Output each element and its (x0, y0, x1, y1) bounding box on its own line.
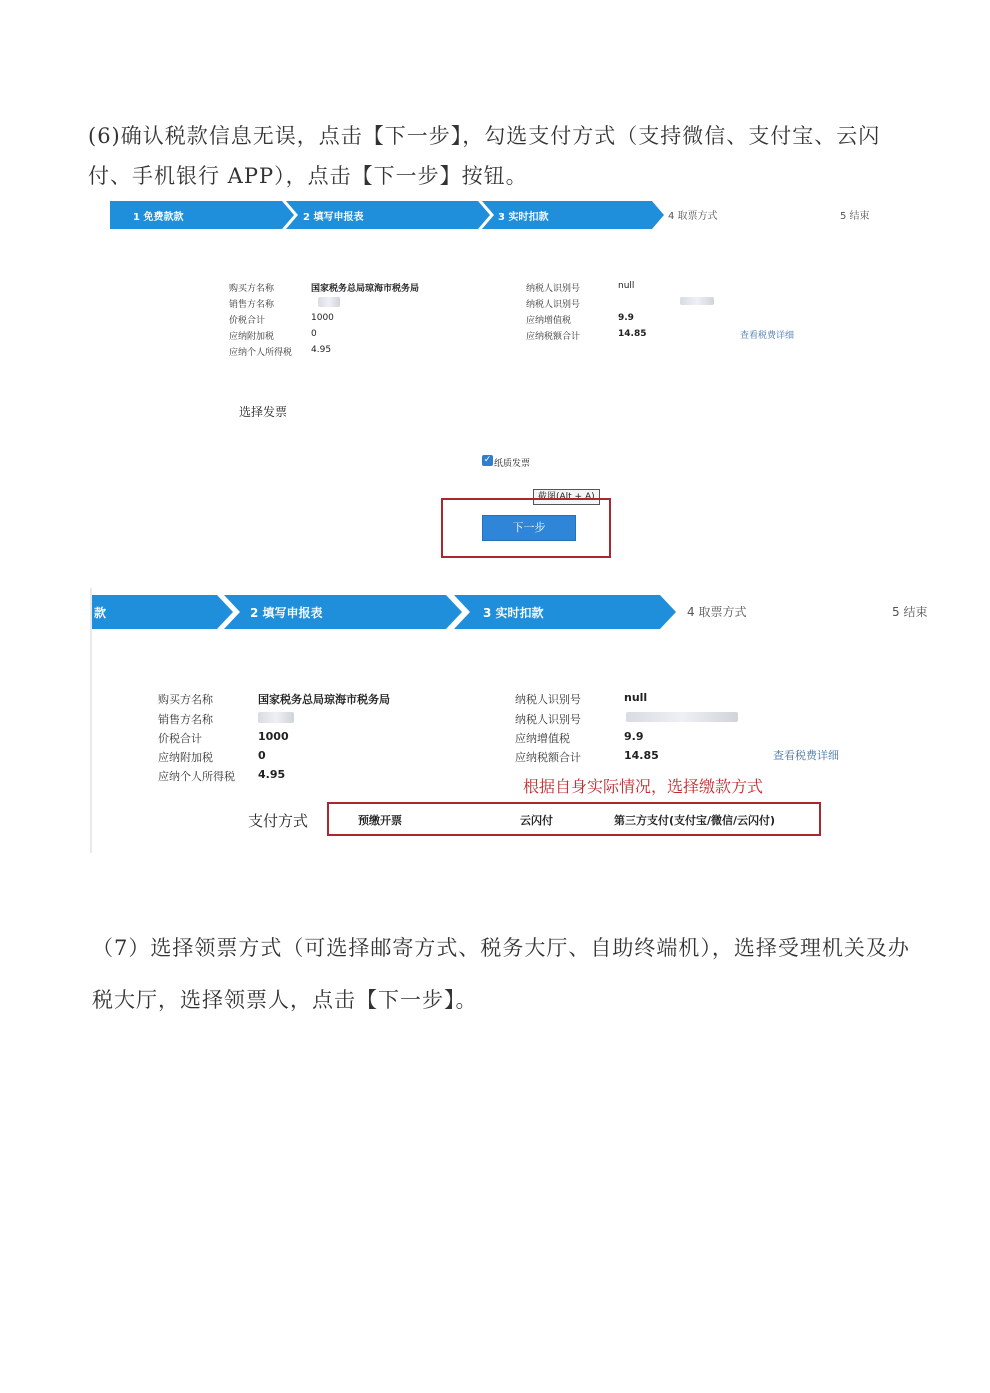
vat-field (526, 313, 634, 326)
taxpayer-id-field-2 (526, 297, 580, 310)
field-label: 应纳税额合计 (526, 332, 581, 342)
field-label: 应纳增值税 (526, 316, 572, 326)
field-value: 4.95 (311, 345, 332, 355)
step-7-instruction: （7）选择领票方式（可选择邮寄方式、税务大厅、自助终端机），选择受理机关及办税大厅，选择领票人，点击【下一步】。 (92, 936, 910, 1012)
seller-name-field (229, 297, 274, 310)
step-4-label: 4 取票方式 (687, 605, 747, 619)
step-3-label: 3 实时扣款 (483, 606, 544, 620)
field-value: 9.9 (618, 313, 634, 323)
field-label: 价税合计 (229, 316, 266, 326)
field-label: 应纳附加税 (229, 332, 275, 342)
field-value: 国家税务总局琼海市税务局 (311, 284, 420, 294)
taxpayer-id-field-2 (515, 711, 581, 727)
taxpayer-id-field (515, 691, 648, 707)
paper-invoice-checkbox[interactable]: ✓ (483, 455, 492, 465)
field-label: 销售方名称 (229, 300, 275, 310)
vat-field (515, 730, 644, 746)
field-label: 应纳税额合计 (515, 751, 581, 764)
payment-option-prepaid[interactable]: 预缴开票 (358, 814, 402, 827)
buyer-name-field (158, 691, 390, 707)
surtax-field (229, 329, 317, 342)
step-1-label: 1 免费款款 (133, 212, 184, 223)
redacted-seller-name (318, 297, 340, 307)
step-arrow-1 (92, 595, 233, 629)
field-value: 14.85 (618, 329, 647, 339)
redacted-seller-name (258, 712, 294, 723)
field-label: 应纳附加税 (158, 751, 213, 764)
step-5-label: 5 结束 (840, 211, 870, 222)
step-2-label: 2 填写申报表 (303, 212, 364, 223)
step-4-label: 4 取票方式 (668, 211, 718, 222)
payment-option-unionpay[interactable]: 云闪付 (520, 814, 553, 827)
step-6-instruction: (6)确认税款信息无误，点击【下一步】，勾选支付方式（支持微信、支付宝、云闪付、手机银行 APP），点击【下一步】按钮。 (88, 124, 881, 188)
field-label: 销售方名称 (158, 713, 213, 726)
screenshot-tooltip: 截图(Alt + A) (533, 489, 600, 505)
redacted-taxpayer-id (680, 297, 714, 305)
field-label: 纳税人识别号 (526, 284, 581, 294)
field-label: 价税合计 (158, 732, 202, 745)
field-value: null (618, 281, 635, 291)
view-tax-detail-link[interactable]: 查看税费详细 (773, 749, 839, 762)
field-label: 应纳个人所得税 (158, 770, 235, 783)
field-value: 9.9 (624, 730, 644, 743)
annotation-text: 根据自身实际情况，选择缴款方式 (523, 777, 764, 796)
field-value: 1000 (258, 730, 289, 743)
redacted-taxpayer-id (626, 712, 738, 722)
total-price-field (158, 730, 289, 746)
total-tax-field (526, 329, 647, 342)
seller-name-field (158, 711, 213, 727)
income-tax-field (229, 345, 332, 358)
field-value: 国家税务总局琼海市税务局 (258, 693, 390, 706)
surtax-field (158, 749, 266, 765)
view-tax-detail-link[interactable]: 查看税费详细 (740, 331, 795, 341)
step-bar-2 (92, 595, 682, 629)
field-value: null (624, 691, 648, 704)
field-label: 购买方名称 (158, 693, 213, 706)
total-tax-field (515, 749, 659, 765)
field-label: 纳税人识别号 (526, 300, 581, 310)
buyer-name-field (229, 281, 420, 294)
step-1-label: 款 (94, 606, 107, 620)
income-tax-field (158, 768, 286, 784)
field-value: 0 (311, 329, 317, 339)
field-label: 应纳增值税 (515, 732, 570, 745)
paper-invoice-label: 纸质发票 (494, 459, 531, 469)
taxpayer-id-field (526, 281, 635, 294)
total-price-field (229, 313, 334, 326)
field-label: 纳税人识别号 (515, 693, 581, 706)
field-label: 纳税人识别号 (515, 713, 581, 726)
payment-method-label: 支付方式 (248, 812, 309, 830)
field-value: 14.85 (624, 749, 659, 762)
step-5-label: 5 结束 (892, 605, 928, 619)
step-bar-1 (110, 201, 670, 229)
step-3-label: 3 实时扣款 (498, 212, 549, 223)
field-label: 应纳个人所得税 (229, 348, 293, 358)
field-label: 购买方名称 (229, 284, 275, 294)
invoice-section-title: 选择发票 (239, 405, 288, 419)
step-2-label: 2 填写申报表 (250, 606, 323, 620)
next-step-button[interactable]: 下一步 (482, 515, 576, 541)
field-value: 1000 (311, 313, 334, 323)
field-value: 0 (258, 749, 266, 762)
payment-option-third-party[interactable]: 第三方支付(支付宝/微信/云闪付) (614, 814, 776, 827)
field-value: 4.95 (258, 768, 286, 781)
